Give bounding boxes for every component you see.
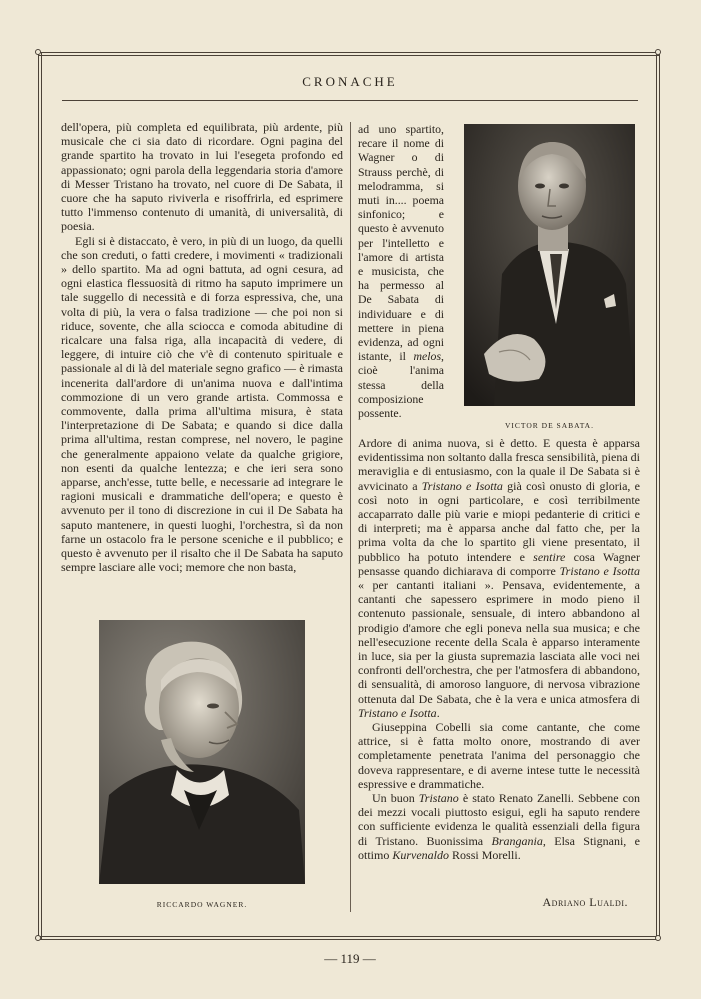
paragraph: Egli si è distaccato, è vero, in più di un luogo, da quelli che son creduti, o fatti credere, i movimenti « tradizionali » dello spartito. Ma ad ogni battuta, ad ogni cesura, ad ogni elastica flessuosità di ritmo ha saputo imprimere un tale suggello di necessità e di forza espressiva, che, una volta di più, la vera o falsa tradizione — che poi non si riduce, sovente, che alla sciocca e comoda abitudine di ricalcare una falsa riga, alla incapacità di vedere, di leggere, di intuire ciò che v'è di contenuto spirituale e passionale al di là del materiale segno grafico — è rimasta incenerita dall'ardore di un'anima nuova e dall'intima commozione di un vero grande artista. Commossa e commovente, dalla prima all'ultima misura, è stata l'interpretazione di De Sabata; e quando si dice dalla prima all'ultima, restan comprese, nel novero, le pagine che generalmente appaiono velate da qualche grigiore, non esenti da qualche lentezza; e che ieri sera sono apparse, anch'esse, tutte belle, e necessarie ad integrare le ragioni musicali e drammatiche dell'opera; e questo è avvenuto per il tono di discrezione in cui il De Sabata ha saputo mantenere, in questi luoghi, l'orchestra, sì da non farne un ostacolo fra le persone sceniche e il pubblico; e questo è avvenuto per il risalto che il De Sabata ha saputo sempre lasciare alle voci; memore che non basta, [61, 233, 343, 575]
paragraph: dell'opera, più completa ed equilibrata, più ardente, più musicale che ci sia dato di ricordare. Ogni pagina del grande spartito ha trovato in lui l'esegeta profondo ed appassionato; ogni parola della leggendaria storia d'amore di Messer Tristano ha trovato, nel cuore di De Sabata, il cuore che ha saputo riviverla e risoffrirla, ed esprimere tutto l'immenso contenuto di umanità, di universalità, di poesia. [61, 120, 343, 234]
page-number: — 119 — [324, 951, 376, 966]
right-column [358, 436, 640, 862]
text-run: « per cantanti italiani ». Pensava, evidentemente, a cantanti che sapessero esprimere in modo pieno il contenuto passionale, sensuale, di intero abbandono al prodigio d'amore che egli poneva nella sua musica; e che nell'esecuzione recente della Scala è apparso interamente in luce, sia per la giusta supremazia lasciata alle voci nei confronti dell'orchestra, che per l'atmosfera di abbandono, di sensualità, di amoroso languore, di nervosa vibrazione ottenuta dal De Sabata, che è la vera e unica atmosfera di [358, 578, 640, 706]
frame-right-rule-inner [656, 52, 657, 940]
italic-title: Tristano e Isotta [559, 563, 640, 578]
corner-ornament [655, 49, 661, 55]
portrait-sabata-image [464, 124, 635, 406]
text-run: già così onusto di gloria, e così noto in ogni particolare, e così terribilmente accaparrato dalle più varie e miopi pedanterie di critici e di interpreti; ma è apparsa anche dal fatto che, per la prima volta da che lo spartito gli viene presentato, il pubblico ha potuto intendere e [358, 478, 640, 564]
italic-term: Tristano [418, 791, 459, 806]
portrait-victor-de-sabata [464, 124, 635, 406]
left-column [61, 120, 343, 575]
running-header: CRONACHE [302, 74, 398, 89]
paragraph: Giuseppina Cobelli sia come cantante, che come attrice, si è fatta molto onore, mostrando di aver completamente penetrata l'anima del personaggio che doveva rappresentare, e di averne intese tutte le necessità espressive e drammatiche. [358, 720, 640, 791]
frame-left-rule-inner [41, 52, 42, 940]
frame-bottom-rule-inner [38, 936, 660, 937]
text-run: , Elsa Stignani, e ottimo [358, 833, 640, 862]
caption-riccardo-wagner: RICCARDO WAGNER. [156, 900, 248, 909]
italic-title: Tristano e Isotta [358, 705, 437, 720]
portrait-wagner-image [99, 620, 305, 884]
paragraph [358, 791, 640, 862]
italic-term: melos [413, 349, 442, 364]
caption-victor-de-sabata: VICTOR DE SABATA. [505, 421, 594, 430]
italic-term: sentire [533, 549, 566, 564]
frame-top-rule [38, 52, 660, 53]
corner-ornament [655, 935, 661, 941]
header-rule [62, 100, 638, 101]
text-run: ad uno spartito, recare il nome di Wagner o di Strauss perchè, di melodramma, si muti in.... poema sinfonico; e questo è avvenuto per l'intelletto e l'amore di artista e musicista, che ha permesso al De Sabata di individuare e di mettere in piena evidenza, ad ogni istante, il [358, 122, 444, 364]
corner-ornament [35, 49, 41, 55]
italic-term: Brangania [491, 833, 543, 848]
text-run: Un buon [372, 791, 419, 806]
italic-title: Tristano e Isotta [421, 478, 503, 493]
column-divider [350, 122, 351, 912]
paragraph [358, 436, 640, 720]
frame-bottom-rule [38, 939, 660, 940]
portrait-riccardo-wagner [99, 620, 305, 884]
corner-ornament [35, 935, 41, 941]
text-run: . [436, 705, 440, 720]
author-signature: Adriano Lualdi. [542, 895, 628, 909]
frame-top-rule-inner [38, 55, 660, 56]
text-run: , cioè l'anima stessa della composizione possente. [358, 349, 444, 421]
text-run: è stato Renato Zanelli. Sebbene con dei mezzi vocali piuttosto esigui, egli ha saputo rendere con sufficiente evidenza le qualità essenziali della figura di Tristano. Buonissima [358, 791, 640, 848]
narrow-column [358, 122, 444, 420]
text-run: Rossi Morelli. [449, 847, 521, 862]
text-run: cosa Wagner pensasse quando dichiarava di comporre [358, 549, 640, 578]
frame-left-rule [38, 52, 39, 940]
frame-right-rule [659, 52, 660, 940]
paragraph [358, 122, 444, 420]
italic-term: Kurvenaldo [392, 847, 450, 862]
text-run: Ardore di anima nuova, si è detto. E questa è apparsa evidentissima non soltanto dalla fresca sensibilità, piena di meraviglia e di entusiasmo, con la quale il De Sabata si è avvicinato a [358, 436, 640, 493]
